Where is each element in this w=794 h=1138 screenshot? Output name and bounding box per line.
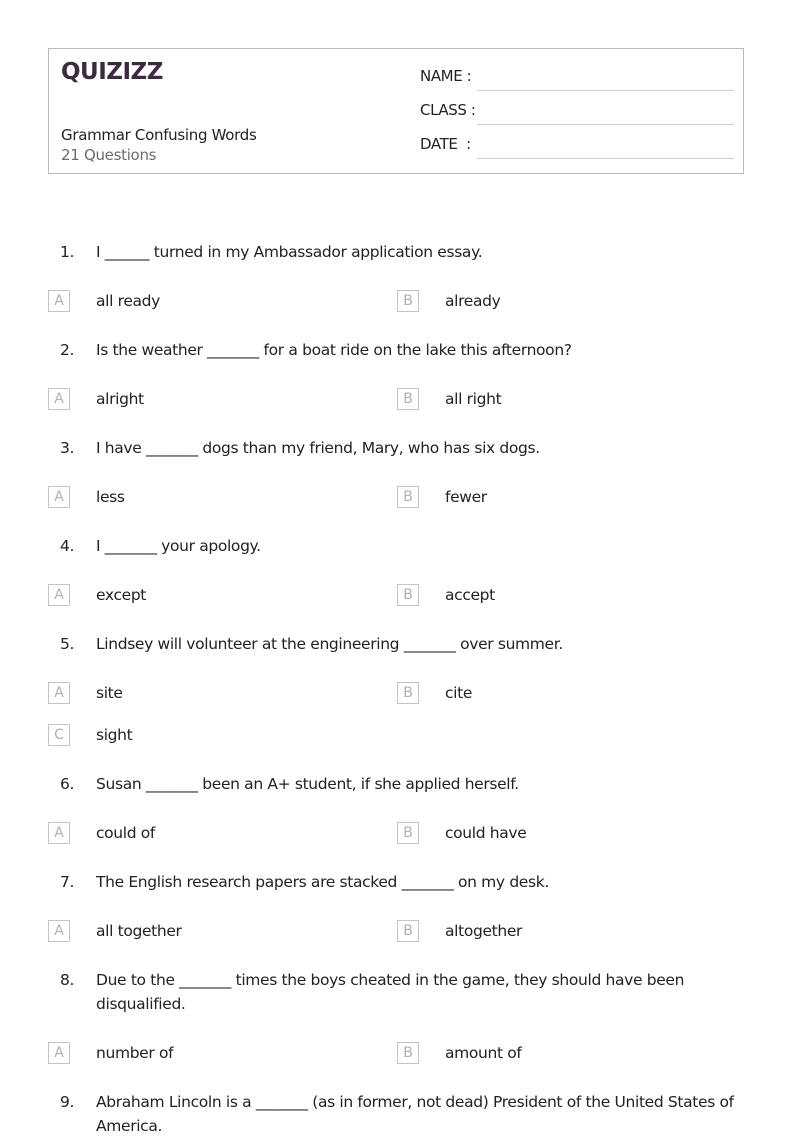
question-text: Due to the _______ times the boys cheated in the game, they should have been disqualified. [96,971,685,1013]
quizizz-logo: QUIZIZZ [61,59,163,85]
option-text: all right [445,390,502,408]
question-text: I ______ turned in my Ambassador application essay. [96,243,483,261]
option-text: could of [96,824,156,842]
date-field[interactable] [420,135,734,159]
question-number: 4. [60,537,75,555]
name-label: NAME : [420,67,472,85]
option-text: less [96,488,125,506]
question-text: Abraham Lincoln is a _______ (as in former, not dead) President of the United States of America. [96,1093,734,1135]
option-letter-box: B [397,822,419,844]
option-text: altogether [445,922,523,940]
option-text: cite [445,684,473,702]
option-letter-box: A [48,822,70,844]
question-number: 3. [60,439,75,457]
option-text: site [96,684,123,702]
option-letter-box: A [48,290,70,312]
name-line[interactable] [477,90,734,91]
option-text: except [96,586,147,604]
question-text: I _______ your apology. [96,537,261,555]
option-text: number of [96,1044,174,1062]
option-letter-box: C [48,724,70,746]
question-text: Susan _______ been an A+ student, if she applied herself. [96,775,519,793]
option-text: already [445,292,501,310]
question-number: 8. [60,971,75,989]
option-letter-box: B [397,682,419,704]
option-letter-box: A [48,920,70,942]
question-number: 9. [60,1093,75,1111]
date-line[interactable] [477,158,734,159]
date-label: DATE : [420,135,471,153]
worksheet-header [48,48,744,174]
class-field[interactable] [420,101,734,125]
option-letter-box: A [48,1042,70,1064]
option-text: amount of [445,1044,522,1062]
question-number: 6. [60,775,75,793]
question-text: I have _______ dogs than my friend, Mary, who has six dogs. [96,439,540,457]
option-text: could have [445,824,527,842]
option-text: alright [96,390,144,408]
option-letter-box: B [397,1042,419,1064]
question-number: 2. [60,341,75,359]
option-letter-box: B [397,920,419,942]
class-label: CLASS : [420,101,476,119]
option-text: fewer [445,488,487,506]
worksheet-title: Grammar Confusing Words [61,126,257,144]
question-text: The English research papers are stacked _______ on my desk. [96,873,549,891]
option-letter-box: B [397,584,419,606]
question-text: Is the weather _______ for a boat ride on the lake this afternoon? [96,341,572,359]
option-letter-box: B [397,290,419,312]
option-text: accept [445,586,495,604]
question-number: 7. [60,873,75,891]
option-letter-box: A [48,682,70,704]
option-letter-box: A [48,388,70,410]
class-line[interactable] [477,124,734,125]
option-text: sight [96,726,133,744]
option-letter-box: A [48,584,70,606]
option-text: all ready [96,292,160,310]
option-letter-box: B [397,388,419,410]
question-text: Lindsey will volunteer at the engineering _______ over summer. [96,635,563,653]
option-letter-box: A [48,486,70,508]
option-text: all together [96,922,182,940]
question-number: 1. [60,243,75,261]
question-count: 21 Questions [61,146,157,164]
name-field[interactable] [420,67,734,91]
question-number: 5. [60,635,75,653]
option-letter-box: B [397,486,419,508]
